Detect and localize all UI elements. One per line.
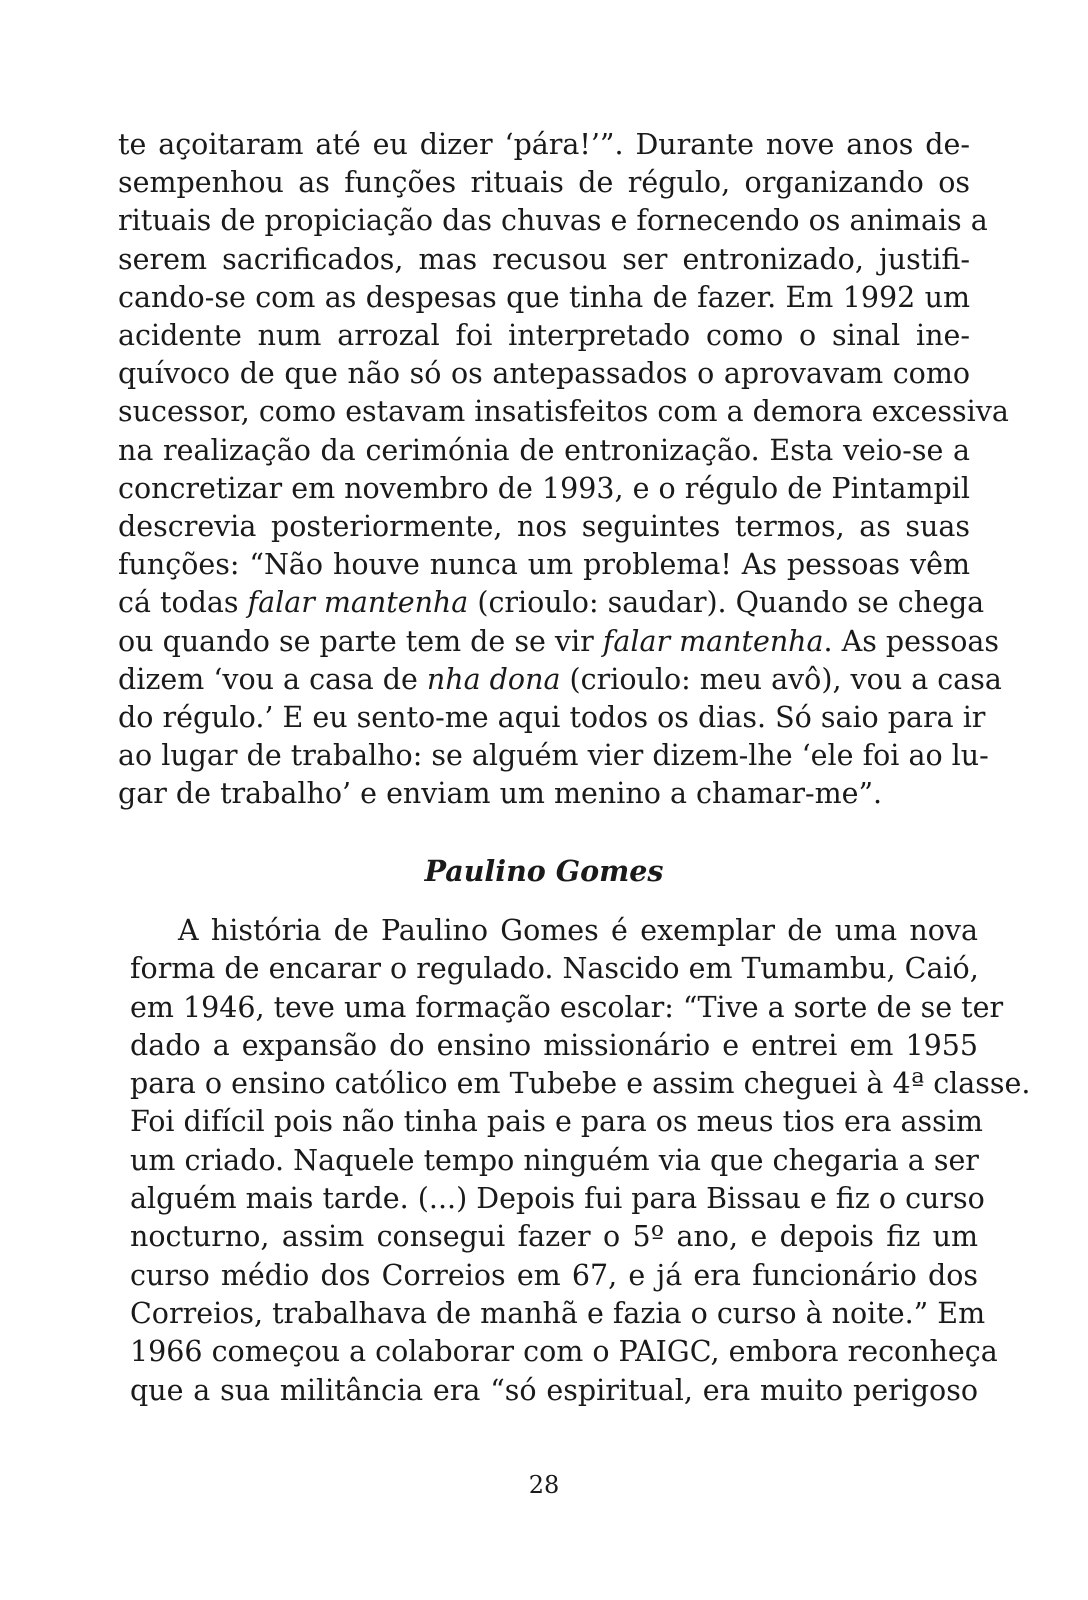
text-segment: (crioulo: saudar). Quando se chega [468, 586, 985, 620]
text-line: forma de encarar o regulado. Nascido em Tumambu, Caió, [130, 952, 979, 986]
text-line: A história de Paulino Gomes é exemplar de uma nova [178, 914, 978, 947]
text-line: 1966 começou a colaborar com o PAIGC, embora reconheça [130, 1335, 998, 1369]
text-line: sempenhou as funções rituais de régulo, organizando os [118, 166, 970, 200]
text-line: curso médio dos Correios em 67, e já era funcionário dos [130, 1258, 978, 1292]
paragraph-2 [130, 912, 1031, 1410]
text-line: concretizar em novembro de 1993, e o régulo de Pintampil [118, 471, 970, 505]
text-line: Correios, trabalhava de manhã e fazia o curso à noite.” Em [130, 1296, 986, 1330]
text-line: cando-se com as despesas que tinha de fazer. Em 1992 um [118, 280, 970, 314]
section-heading: Paulino Gomes [424, 854, 664, 888]
text-line: que a sua militância era “só espiritual, era muito perigoso [130, 1373, 978, 1407]
text-line: dado a expansão do ensino missionário e entrei em 1955 [130, 1028, 978, 1062]
text-line: rituais de propiciação das chuvas e fornecendo os animais a [118, 204, 988, 238]
text-line: ao lugar de trabalho: se alguém vier dizem-lhe ‘ele foi ao lu- [118, 739, 989, 773]
text-line [118, 623, 1000, 661]
text-line: serem sacrificados, mas recusou ser entronizado, justifi- [118, 242, 970, 276]
text-line: acidente num arrozal foi interpretado como o sinal ine- [118, 319, 970, 353]
text-line: sucessor, como estavam insatisfeitos com a demora excessiva [118, 395, 1009, 429]
text-line: Foi difícil pois não tinha pais e para os meus tios era assim [130, 1105, 983, 1139]
text-segment: dizem ‘vou a casa de [118, 662, 427, 696]
text-line: na realização da cerimónia de entronização. Esta veio-se a [118, 433, 970, 467]
paragraph-1 [118, 126, 1009, 814]
text-line: te açoitaram até eu dizer ‘pára!’”. Durante nove anos de- [118, 128, 970, 161]
text-segment: . As pessoas [823, 624, 1000, 658]
page-number: 28 [528, 1471, 560, 1499]
text-line: do régulo.’ E eu sento-me aqui todos os dias. Só saio para ir [118, 701, 986, 735]
text-line: descrevia posteriormente, nos seguintes termos, as suas [118, 510, 970, 544]
text-line [118, 661, 1002, 699]
text-line: em 1946, teve uma formação escolar: “Tive a sorte de se ter [130, 990, 1004, 1024]
italic-term: falar mantenha [247, 586, 469, 620]
text-segment: cá todas [118, 586, 248, 620]
italic-term: nha dona [426, 662, 561, 696]
text-line: gar de trabalho’ e enviam um menino a chamar-me”. [118, 777, 883, 811]
text-line: funções: “Não houve nunca um problema! As pessoas vêm [118, 548, 970, 582]
italic-term: falar mantenha [602, 624, 824, 658]
text-line: para o ensino católico em Tubebe e assim cheguei à 4ª classe. [130, 1067, 1031, 1101]
text-line: quívoco de que não só os antepassados o aprovavam como [118, 357, 970, 391]
text-line: alguém mais tarde. (...) Depois fui para Bissau e fiz o curso [130, 1182, 985, 1216]
text-line [118, 584, 985, 622]
text-line: um criado. Naquele tempo ninguém via que chegaria a ser [130, 1143, 979, 1177]
text-line: nocturno, assim consegui fazer o 5º ano, e depois fiz um [130, 1220, 978, 1254]
text-segment: ou quando se parte tem de se vir [118, 624, 603, 658]
text-segment: (crioulo: meu avô), vou a casa [560, 662, 1002, 696]
